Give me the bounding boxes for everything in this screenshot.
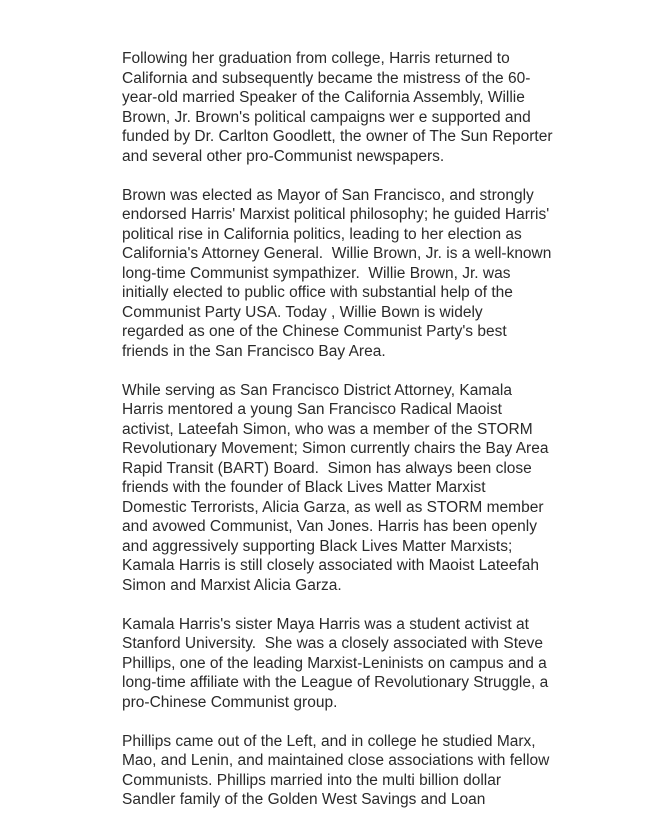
paragraph-line: Kamala Harris's sister Maya Harris was a student activist at	[122, 615, 529, 633]
paragraph-3	[122, 381, 552, 596]
paragraph-line: Revolutionary Movement; Simon currently chairs the Bay Area	[122, 440, 549, 457]
paragraph-line: California's Attorney General. Willie Brown, Jr. is a well-known	[122, 245, 552, 262]
paragraph-line: California and subsequently became the mistress of the 60-	[122, 69, 531, 87]
paragraph-line: initially elected to public office with substantial help of the	[122, 284, 513, 301]
paragraph-line: Brown, Jr. Brown's political campaigns wer e supported and	[122, 108, 531, 126]
paragraph-line: long-time Communist sympathizer. Willie Brown, Jr. was	[122, 264, 511, 282]
paragraph-line: long-time affiliate with the League of Revolutionary Struggle, a	[122, 674, 549, 691]
paragraph-1	[122, 49, 552, 166]
paragraph-5	[122, 732, 552, 810]
paragraph-line: While serving as San Francisco District Attorney, Kamala	[122, 381, 512, 399]
paragraph-line: Communist Party USA. Today , Willie Bown is widely	[122, 303, 483, 321]
paragraph-line: Brown was elected as Mayor of San Francisco, and strongly	[122, 186, 534, 204]
paragraph-line: Sandler family of the Golden West Savings and Loan	[122, 791, 486, 808]
paragraph-line: Communists. Phillips married into the multi billion dollar	[122, 771, 502, 789]
paragraph-line: endorsed Harris' Marxist political philosophy; he guided Harris'	[122, 206, 550, 223]
paragraph-line: Phillips came out of the Left, and in college he studied Marx,	[122, 732, 536, 750]
document-body	[122, 49, 552, 829]
paragraph-line: Stanford University. She was a closely associated with Steve	[122, 635, 543, 652]
paragraph-line: pro-Chinese Communist group.	[122, 693, 338, 711]
paragraph-line: Following her graduation from college, Harris returned to	[122, 50, 510, 67]
paragraph-line: friends with the founder of Black Lives Matter Marxist	[122, 479, 486, 496]
paragraph-4	[122, 615, 552, 713]
paragraph-line: regarded as one of the Chinese Communist Party's best	[122, 323, 507, 340]
paragraph-line: activist, Lateefah Simon, who was a member of the STORM	[122, 420, 533, 438]
paragraph-2	[122, 186, 552, 362]
paragraph-line: Rapid Transit (BART) Board. Simon has always been close	[122, 459, 532, 477]
paragraph-line: and several other pro-Communist newspapers.	[122, 147, 445, 165]
paragraph-line: Simon and Marxist Alicia Garza.	[122, 576, 342, 594]
paragraph-line: Phillips, one of the leading Marxist-Leninists on campus and a	[122, 654, 547, 672]
paragraph-line: Mao, and Lenin, and maintained close associations with fellow	[122, 752, 550, 769]
paragraph-line: Harris mentored a young San Francisco Radical Maoist	[122, 401, 502, 418]
paragraph-line: Domestic Terrorists, Alicia Garza, as well as STORM member	[122, 498, 544, 516]
paragraph-line: Kamala Harris is still closely associated with Maoist Lateefah	[122, 557, 539, 574]
paragraph-line: friends in the San Francisco Bay Area.	[122, 342, 386, 360]
paragraph-line: funded by Dr. Carlton Goodlett, the owner of The Sun Reporter	[122, 128, 553, 145]
paragraph-line: and aggressively supporting Black Lives Matter Marxists;	[122, 537, 513, 555]
paragraph-line: year-old married Speaker of the California Assembly, Willie	[122, 89, 525, 106]
paragraph-line: political rise in California politics, leading to her election as	[122, 225, 522, 243]
paragraph-line: and avowed Communist, Van Jones. Harris has been openly	[122, 518, 537, 535]
